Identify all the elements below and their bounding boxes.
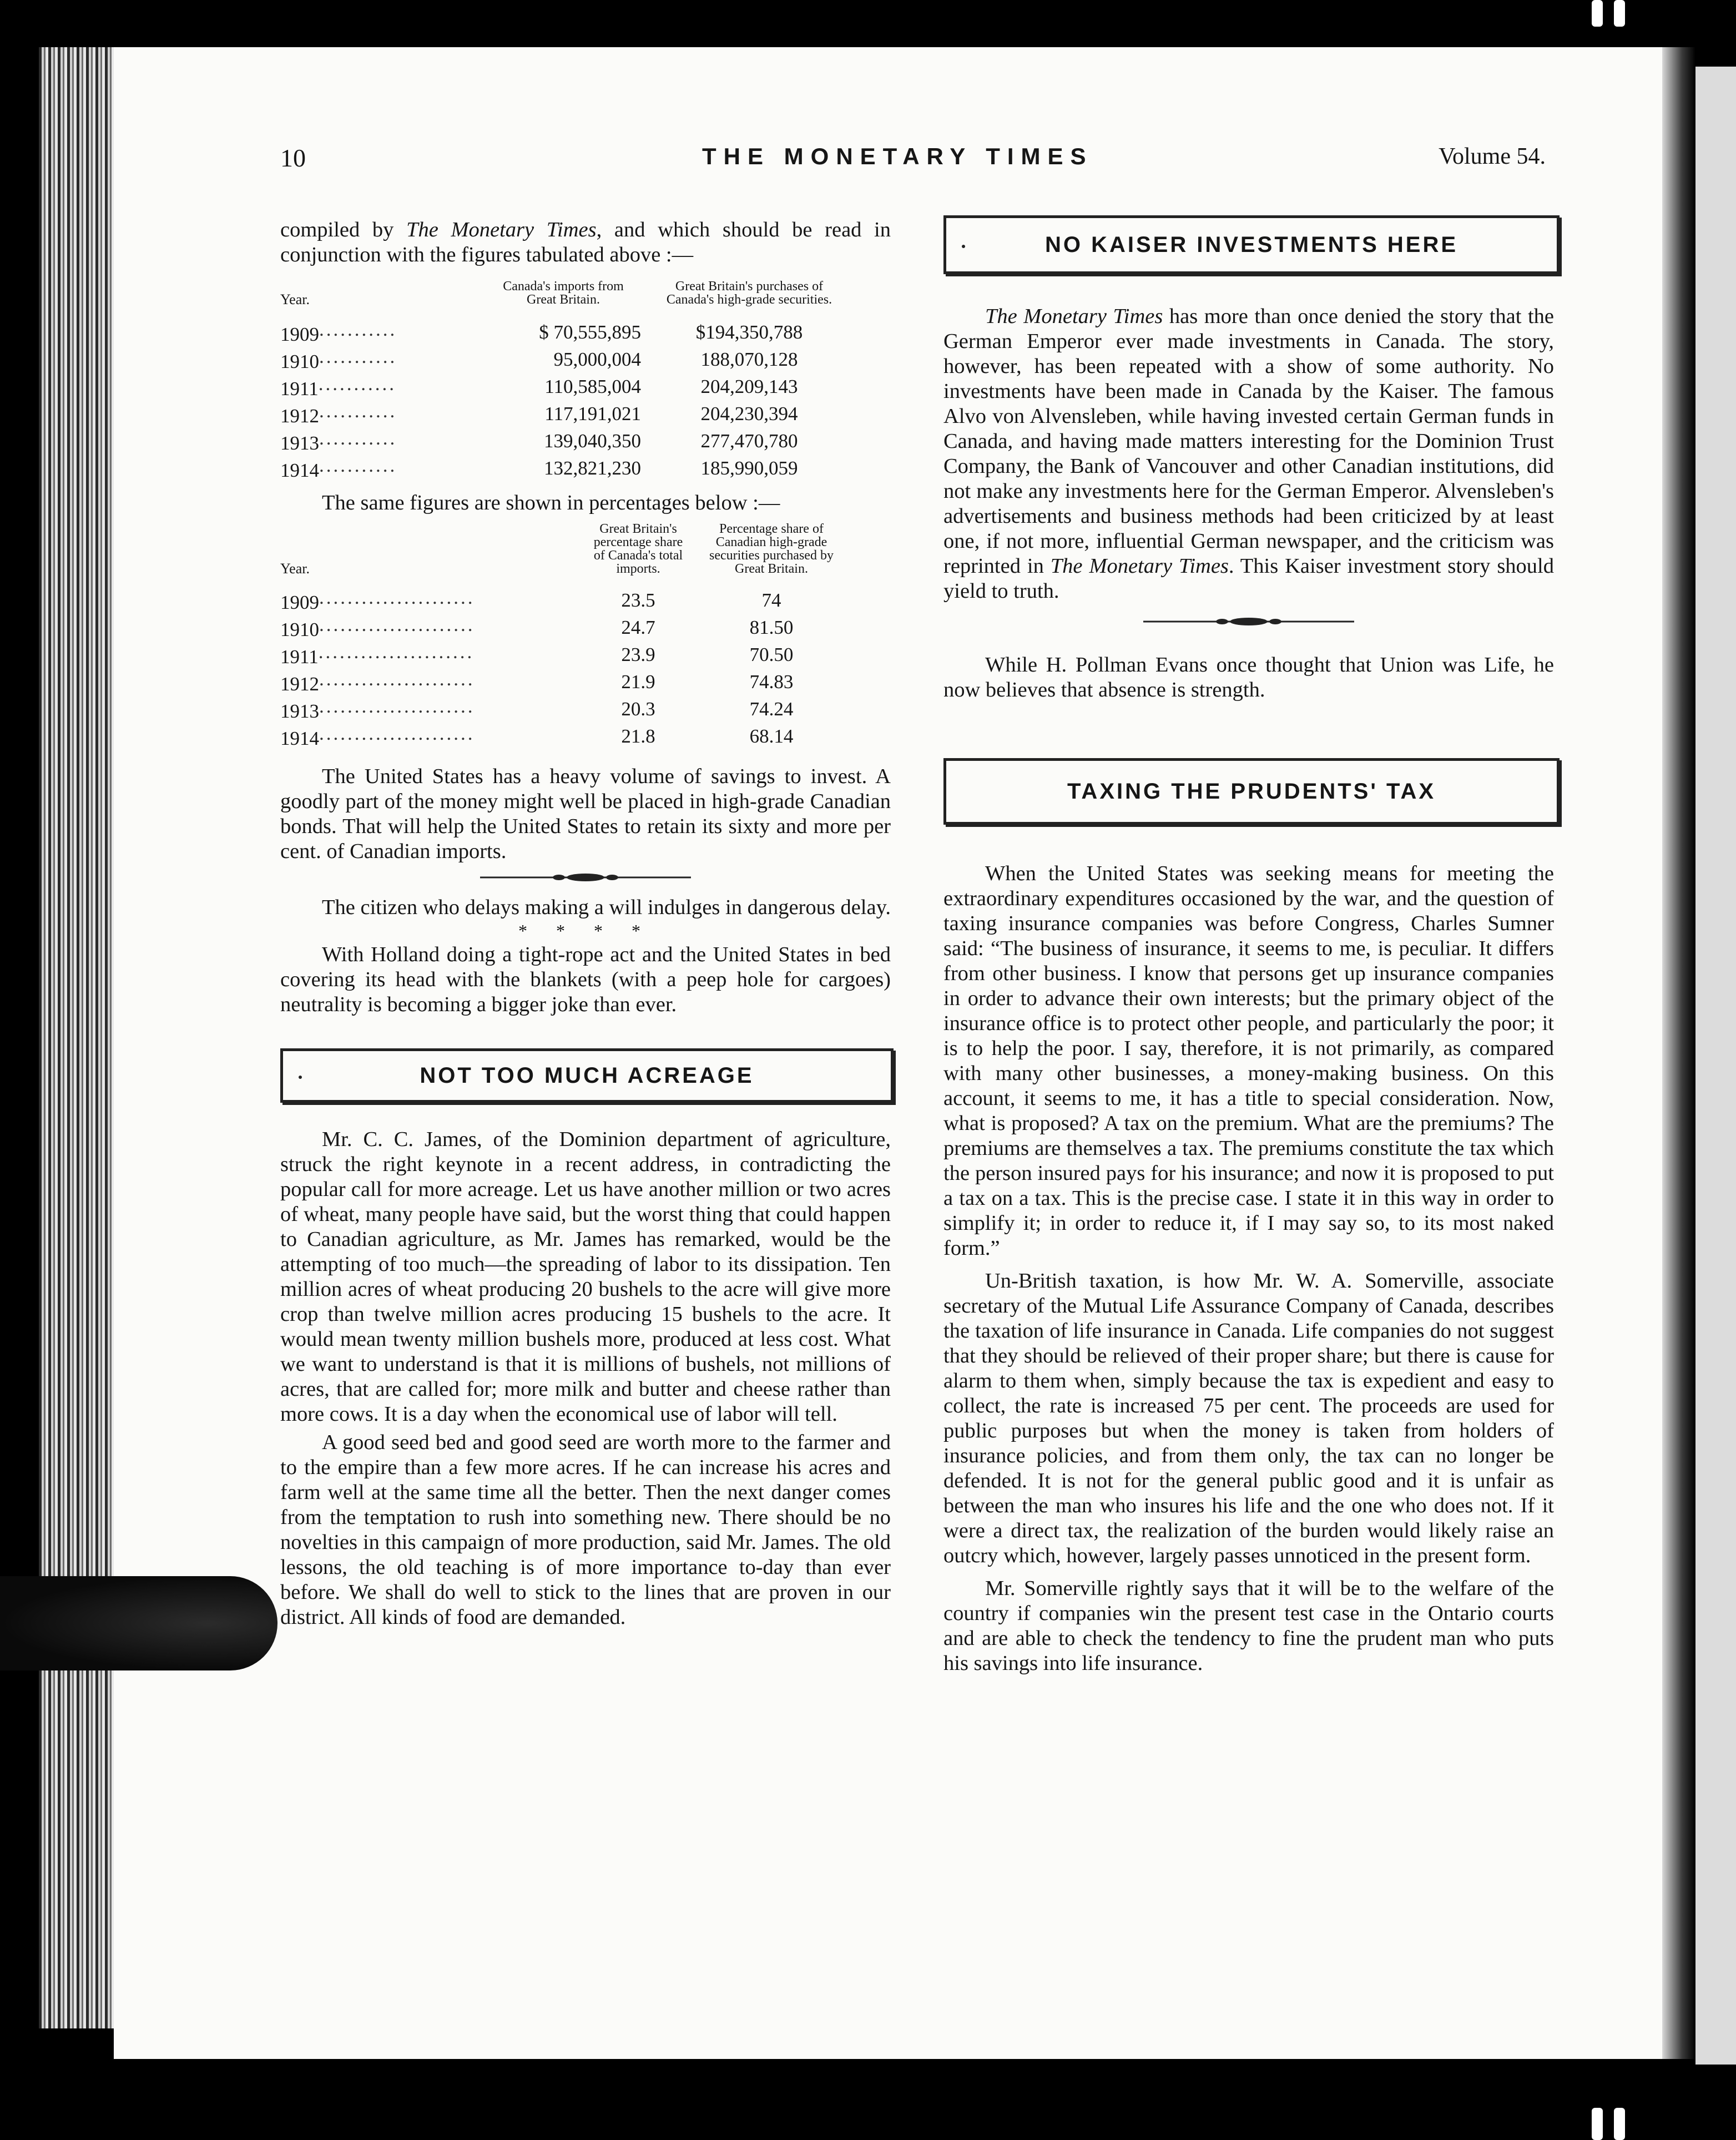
intro-run-italic: The Monetary Times [406, 218, 597, 241]
column-header: Canada's imports from Great Britain. [503, 279, 624, 307]
dot-leader: ...................... [319, 587, 475, 608]
year-cell: 1912 [280, 405, 319, 427]
table-cell [280, 614, 591, 641]
acreage-paragraph-2: A good seed bed and good seed are worth more to the farmer and to the empire than a few more acres. If he can increase his acres and farm well at the same time all the better. Then the next danger comes from the temptation to rush into something new. There should be no novelties in this campaign of more production, said Mr. James. The old lessons, the old teaching is of more importance to-day than ever before. We shall do well to stick to the lines that are proven in our district. All kinds of food are demanded. [280, 1431, 891, 1629]
volume-label: Volume 54. [1439, 144, 1546, 169]
acreage-heading: NOT TOO MUCH ACREAGE [420, 1063, 754, 1088]
table-cell [280, 695, 591, 723]
kaiser-run: . This Kaiser investment story should yield to truth. [943, 554, 1554, 603]
box-tick [962, 245, 965, 248]
intro-run: , and which should be read in conjunction with the figures tabulated above :— [280, 218, 891, 266]
year-cell: 1911 [280, 378, 319, 400]
kaiser-run-italic: The Monetary Times [985, 305, 1163, 328]
running-head [280, 143, 1546, 182]
kaiser-run-italic: The Monetary Times [1050, 554, 1229, 578]
table-cell [280, 373, 486, 400]
dot-leader: ........... [318, 373, 396, 395]
intro-paragraph [280, 218, 891, 268]
paragraph-holland: With Holland doing a tight-rope act and the United States in bed covering its head with the blankets (with a peep hole for cargoes) neutrality is becoming a bigger joke than ever. [280, 943, 891, 1016]
table2-intro: The same figures are shown in percentages below :— [322, 491, 780, 514]
share-cell: 21.8 [621, 725, 655, 747]
table-row [280, 373, 857, 400]
table-row [280, 668, 857, 695]
table-cell [280, 427, 486, 455]
imports-cell: 110,585,004 [544, 375, 641, 397]
column-header: Percentage share of Canadian high-grade securities purchased by Great Britain. [709, 522, 834, 576]
table-cell [280, 641, 591, 668]
kaiser-paragraph [943, 304, 1554, 604]
film-sprocket-hole [1592, 2108, 1603, 2140]
year-cell: 1914 [280, 728, 319, 749]
table-cell [280, 668, 591, 695]
dot-leader: ...................... [319, 723, 475, 744]
table-cell [280, 587, 591, 614]
pollman-paragraph: While H. Pollman Evans once thought that Union was Life, he now believes that absence is strength. [943, 653, 1554, 701]
table-cell [280, 400, 486, 427]
year-cell: 1909 [280, 592, 319, 613]
share-cell: 23.5 [621, 589, 655, 611]
intro-run: compiled by [280, 218, 407, 241]
table-cell [280, 346, 486, 373]
kaiser-run: has more than once denied the story that the German Emperor ever made investments in Canada. The story, however, has been repeated with a show of some authority. No investments have been made in Canada by the Kaiser. The famous Alvo von Alvensleben, while having invested certain German funds in Canada, and having made matters interesting for the Dominion Trust Company, the Bank of Vancouver and other Canadian institutions, did not make any investments here for the German Emperor. Alvensleben's advertisements and business methods had been criticized by at least one, if not more, influential German newspaper, and the criticism was reprinted in [943, 305, 1554, 578]
section-divider [280, 872, 891, 883]
table-row [280, 400, 857, 427]
dot-leader: ........... [319, 346, 397, 367]
table-cell [280, 455, 486, 482]
page-number: 10 [280, 144, 306, 172]
imports-cell: 139,040,350 [544, 430, 641, 452]
gutter-shadow [1662, 47, 1695, 2059]
dot-leader: ........... [319, 400, 397, 422]
box-tick [299, 1076, 302, 1079]
book-page-edges [39, 47, 114, 2028]
film-sprocket-hole [1614, 0, 1625, 27]
facing-page-edge [1695, 67, 1736, 2065]
binding-clip [0, 1576, 277, 1670]
tax-paragraph-1: When the United States was seeking means for meeting the extraordinary expenditures occasioned by the war, and the question of taxing insurance companies was before Congress, Charles Sumner said: “The business of insurance, it seems to me, is peculiar. It differs from other business. I know that persons get up insurance companies in order to advance their own interests; but the primary object of the insurance office is to protect other people, and particularly the poor; it is to help the poor. I say, therefore, it is not primarily, as compared with many other businesses, a money-making business. On this account, it seems to me, it has a title to special consideration. Now, what is proposed? A tax on the premium. What are the premiums? The premiums are themselves a tax. The premiums constitute the tax which the person insured pays for his insurance; and now it is proposed to put a tax on a tax. This is the precise case. I state it in this way in order to simplify it; in order to reduce it, if I may say so, to its most naked form.” [943, 862, 1554, 1260]
paragraph-will: The citizen who delays making a will indulges in dangerous delay. [322, 896, 891, 919]
percent-cell: 74.83 [749, 670, 794, 693]
share-cell: 24.7 [621, 616, 655, 638]
dot-leader: ........... [319, 455, 397, 476]
year-cell: 1913 [280, 700, 319, 722]
purchases-cell: $194,350,788 [695, 321, 803, 343]
year-cell: 1913 [280, 432, 319, 454]
table-row [280, 319, 857, 346]
year-cell: 1910 [280, 619, 319, 640]
table-row [280, 695, 857, 723]
percent-cell: 70.50 [749, 643, 794, 665]
dot-leader: ...................... [319, 695, 475, 717]
paragraph-us-savings: The United States has a heavy volume of savings to invest. A goodly part of the money might well be placed in high-grade Canadian bonds. That will help the United States to retain its sixty and more per cent. of Canadian imports. [280, 765, 891, 863]
kaiser-heading: NO KAISER INVESTMENTS HERE [1044, 232, 1459, 257]
masthead: THE MONETARY TIMES [702, 143, 1093, 169]
stars-divider: * * * * [518, 921, 653, 941]
table-row [280, 587, 857, 614]
tax-heading: TAXING THE PRUDENTS' TAX [1067, 779, 1436, 804]
share-cell: 20.3 [621, 698, 655, 720]
tax-paragraph-2: Un-British taxation, is how Mr. W. A. Somerville, associate secretary of the Mutual Life Assurance Company of Canada, describes the taxation of life insurance in Canada. Life companies do not suggest that they should be relieved of their proper share; but there is cause for alarm to them when, simply because the tax is expedient and easy to collect, the rate is increased 75 per cent. The proceeds are used for public purposes but when the money is taken from holders of insurance policies, and from them only, the tax can no longer be defended. It is not for the general public good and it is unfair as between the man who insures his life and the one who does not. If it were a direct tax, the realization of the burden would likely raise an outcry which, however, largely passes unnoticed in the present form. [943, 1269, 1554, 1567]
purchases-cell: 185,990,059 [700, 457, 798, 479]
table-row [280, 346, 857, 373]
table-cell [280, 723, 591, 750]
acreage-paragraph-1: Mr. C. C. James, of the Dominion department of agriculture, struck the right keynote in a recent address, in contradicting the popular call for more acreage. Let us have another million or two acres of wheat, many people have said, but the worst thing that could happen to Canadian agriculture, as Mr. James has remarked, would be the attempting of too much—the spreading of labor to its dissipation. Ten million acres of wheat producing 20 bushels to the acre will give more crop than twelve million acres producing 15 bushels to the acre. It would mean twenty million bushels more, produced at less cost. What we want to understand is that it is millions of bushels, not millions of acres, that are called for; more milk and butter and cheese rather than more cows. It is a day when the economical use of labor will tell. [280, 1128, 891, 1426]
year-cell: 1911 [280, 646, 319, 668]
column-header: Year. [280, 291, 310, 307]
year-cell: 1914 [280, 460, 319, 481]
table-row [280, 455, 857, 482]
year-cell: 1912 [280, 673, 319, 695]
purchases-cell: 204,209,143 [700, 375, 798, 397]
year-cell: 1910 [280, 351, 319, 372]
column-header: Great Britain's percentage share of Canada's total imports. [593, 522, 683, 576]
film-sprocket-hole [1592, 0, 1603, 27]
purchases-cell: 188,070,128 [700, 348, 798, 370]
imports-cell: 117,191,021 [544, 402, 641, 425]
column-header: Great Britain's purchases of Canada's high-grade securities. [666, 279, 832, 307]
table-row [280, 723, 857, 750]
purchases-cell: 204,230,394 [700, 402, 798, 425]
acreage-heading-box [280, 1048, 894, 1103]
dot-leader: ...................... [318, 641, 475, 663]
dot-leader: ........... [319, 319, 397, 340]
left-column [280, 218, 891, 1630]
table-header-row [280, 280, 857, 306]
percent-cell: 74 [761, 589, 781, 611]
film-sprocket-hole [1614, 2108, 1625, 2140]
dot-leader: ...................... [319, 668, 475, 690]
tax-paragraph-3: Mr. Somerville rightly says that it will be to the welfare of the country if companies win the present test case in the Ontario courts and are able to check the tendency to fine the prudent man who puts his savings into life insurance. [943, 1577, 1554, 1675]
table-row [280, 614, 857, 641]
percent-cell: 68.14 [749, 725, 794, 747]
right-column [943, 215, 1554, 1676]
share-cell: 21.9 [621, 670, 655, 693]
imports-cell: $ 70,555,895 [539, 321, 641, 343]
percentages-table [280, 522, 857, 750]
table-row [280, 641, 857, 668]
tax-heading-box [943, 758, 1560, 825]
dot-leader: ........... [319, 427, 397, 449]
kaiser-heading-box [943, 215, 1560, 274]
share-cell: 23.9 [621, 643, 655, 665]
table-header-row [280, 522, 857, 576]
imports-table [280, 280, 857, 482]
percent-cell: 74.24 [749, 698, 794, 720]
section-divider [943, 616, 1554, 627]
dot-leader: ...................... [319, 614, 475, 635]
table-row [280, 427, 857, 455]
year-cell: 1909 [280, 324, 319, 345]
purchases-cell: 277,470,780 [700, 430, 798, 452]
imports-cell: 95,000,004 [553, 348, 641, 370]
percent-cell: 81.50 [749, 616, 794, 638]
imports-cell: 132,821,230 [544, 457, 641, 479]
column-header: Year. [280, 561, 310, 577]
table-cell [280, 319, 486, 346]
